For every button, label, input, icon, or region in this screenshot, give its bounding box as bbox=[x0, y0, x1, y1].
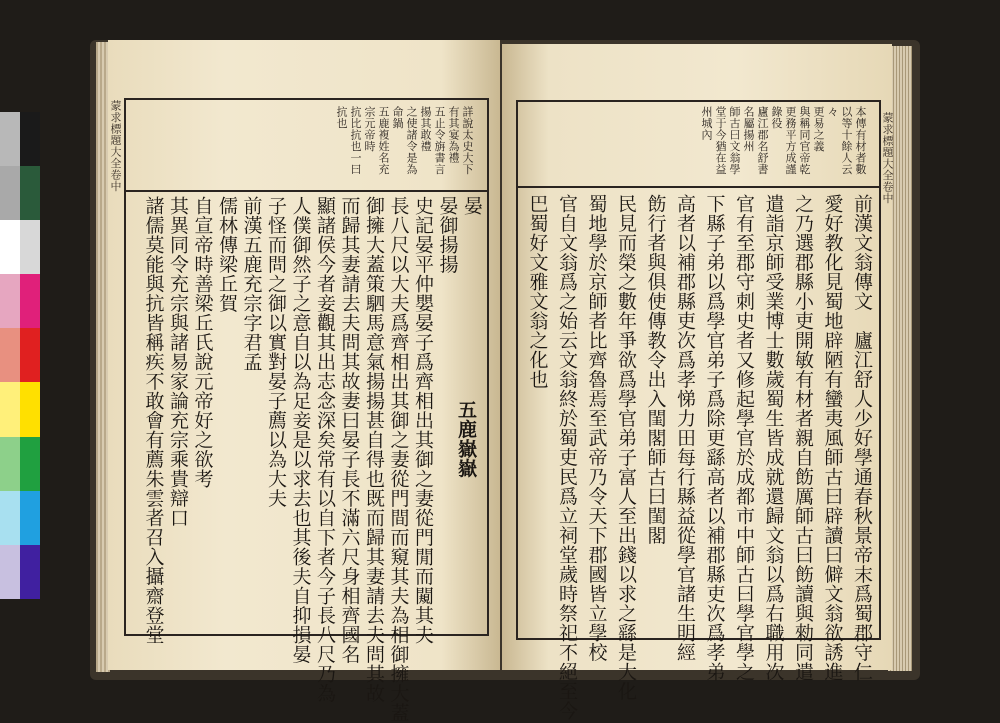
calibration-right-swatch bbox=[20, 112, 40, 166]
calibration-right-swatch bbox=[20, 328, 40, 382]
header-note-column: 本傳有材者數 bbox=[854, 106, 867, 175]
header-note-column: 詳說太史大下 bbox=[461, 106, 474, 175]
text-column: 儒林傳梁丘賀 bbox=[216, 196, 238, 313]
text-column: 官有至郡守刺史者又修起學官於成都市中師古曰學官學之 bbox=[733, 194, 755, 682]
right-header-rule bbox=[516, 186, 881, 188]
text-column: 晏 bbox=[461, 196, 483, 216]
header-note-column: 抗比抗也一曰 bbox=[349, 106, 362, 175]
header-note-column: 命鍋 bbox=[391, 106, 404, 129]
header-note-column: 錄役 bbox=[770, 106, 783, 129]
header-note-column: 有其宴為禮 bbox=[447, 106, 460, 164]
header-note-column: 揚其敢禮 bbox=[419, 106, 432, 152]
calibration-left-swatch bbox=[0, 220, 20, 274]
text-column: 巴蜀好文雅文翁之化也 bbox=[526, 194, 549, 389]
header-note-column: 堂于今猶在益 bbox=[714, 106, 727, 175]
calibration-right-swatch bbox=[20, 437, 40, 491]
calibration-left-swatch bbox=[0, 166, 20, 220]
left-header-rule bbox=[124, 190, 489, 192]
text-column: 人僕御然子之意自以為足妾是以求去也其後夫自抑損晏 bbox=[289, 196, 312, 664]
text-column: 而歸其妻請去夫問其故妻曰晏子長不滿六尺身相齊國名 bbox=[338, 196, 361, 664]
text-column: 前漢文翁傳文 廬江舒人少好學通春秋景帝末爲蜀郡守仁 bbox=[851, 194, 873, 682]
text-column: 民見而榮之數年爭欲爲學官弟子富人至出錢以求之繇是大化 bbox=[615, 194, 637, 701]
calibration-right-swatch bbox=[20, 382, 40, 436]
text-column: 史記晏平仲嬰晏子爲齊相出其御之妻從門閒而闚其夫 bbox=[412, 196, 434, 645]
text-column: 遣詣京師受業博士數歲蜀生皆成就還歸文翁以爲右職用次 bbox=[762, 194, 785, 682]
text-column: 高者以補郡縣吏次爲孝悌力田每行縣益從學官諸生明經 bbox=[674, 194, 696, 662]
calibration-left-swatch bbox=[0, 328, 20, 382]
header-note-column: 更易之義 bbox=[812, 106, 825, 152]
text-column: 顯諸侯今者妾觀其出志念深矣常有以自下者今子長八尺乃為 bbox=[314, 196, 336, 703]
header-note-column: 宗元帝時 bbox=[363, 106, 376, 152]
text-column: 官自文翁爲之始云文翁終於蜀吏民爲立祠堂歲時祭祀不絕至今 bbox=[556, 194, 578, 721]
text-column: 長八尺以大夫爲齊相出其御之妻從門間而窺其夫為相御擁大蓋 bbox=[387, 196, 410, 723]
calibration-left-swatch bbox=[0, 382, 20, 436]
text-column: 蜀地學於京師者比齊魯焉至武帝乃令天下郡國皆立學校 bbox=[585, 194, 608, 662]
text-column: 愛好教化見蜀地辟陋有蠻夷風師古曰辟讀曰僻文翁欲誘進 bbox=[821, 194, 844, 682]
header-note-column: 之使諸令是為 bbox=[405, 106, 418, 175]
header-note-column: 抗也 bbox=[335, 106, 348, 129]
calibration-column-left bbox=[0, 112, 20, 599]
text-column: 子怪而問之御以實對晏子薦以為大夫 bbox=[265, 196, 287, 508]
header-note-column: 師古曰文翁學 bbox=[728, 106, 741, 175]
text-column: 晏御揚揚 bbox=[436, 196, 459, 274]
text-column: 前漢五鹿充宗字君孟 bbox=[240, 196, 263, 372]
header-note-column: 更務平方成謹 bbox=[784, 106, 797, 175]
header-note-column: 五止令旃書言 bbox=[433, 106, 446, 175]
calibration-right-swatch bbox=[20, 545, 40, 599]
text-column: 自宣帝時善梁丘氏說元帝好之欲考 bbox=[191, 196, 214, 489]
text-column: 之乃選郡縣小吏開敏有材者親自飭厲師古曰飭讀與勑同遣 bbox=[792, 194, 814, 682]
header-note-column: 廬江郡名舒書 bbox=[756, 106, 769, 175]
calibration-left-swatch bbox=[0, 437, 20, 491]
left-margin-label: 蒙求標題大全卷中 bbox=[109, 100, 122, 192]
text-column: 飭行者與俱使傳教令出入閨閣師古曰閨閣 bbox=[644, 194, 667, 545]
right-margin-label: 蒙求標題大全卷中 bbox=[881, 112, 894, 204]
calibration-right-swatch bbox=[20, 491, 40, 545]
calibration-left-swatch bbox=[0, 545, 20, 599]
header-note-column: 名屬揚州 bbox=[742, 106, 755, 152]
color-calibration-strip bbox=[0, 112, 40, 599]
header-note-column: 與稱同官帝乾 bbox=[798, 106, 811, 175]
header-note-column: 々 bbox=[826, 106, 839, 118]
calibration-right-swatch bbox=[20, 166, 40, 220]
text-column: 諸儒莫能與抗皆稱疾不敢會有薦朱雲者召入攝齋登堂 bbox=[142, 196, 165, 645]
calibration-left-swatch bbox=[0, 491, 20, 545]
calibration-left-swatch bbox=[0, 274, 20, 328]
calibration-left-swatch bbox=[0, 112, 20, 166]
header-note-column: 州城內 bbox=[700, 106, 713, 141]
header-note-column: 以等十餘人云 bbox=[840, 106, 853, 175]
text-column: 下縣子弟以爲學官弟子爲除更繇高者以補郡縣吏次爲孝弟 bbox=[703, 194, 726, 682]
text-column: 其異同令充宗與諸易家論充宗乘貴辯口 bbox=[167, 196, 189, 528]
header-note-column: 五鹿複姓名充 bbox=[377, 106, 390, 175]
text-column: 御擁大蓋策駟馬意氣揚揚甚自得也既而歸其妻請去夫問其故 bbox=[363, 196, 385, 703]
calibration-right-swatch bbox=[20, 220, 40, 274]
left-section-title: 五鹿嶽嶽 bbox=[455, 400, 477, 478]
calibration-column-right bbox=[20, 112, 40, 599]
calibration-right-swatch bbox=[20, 274, 40, 328]
